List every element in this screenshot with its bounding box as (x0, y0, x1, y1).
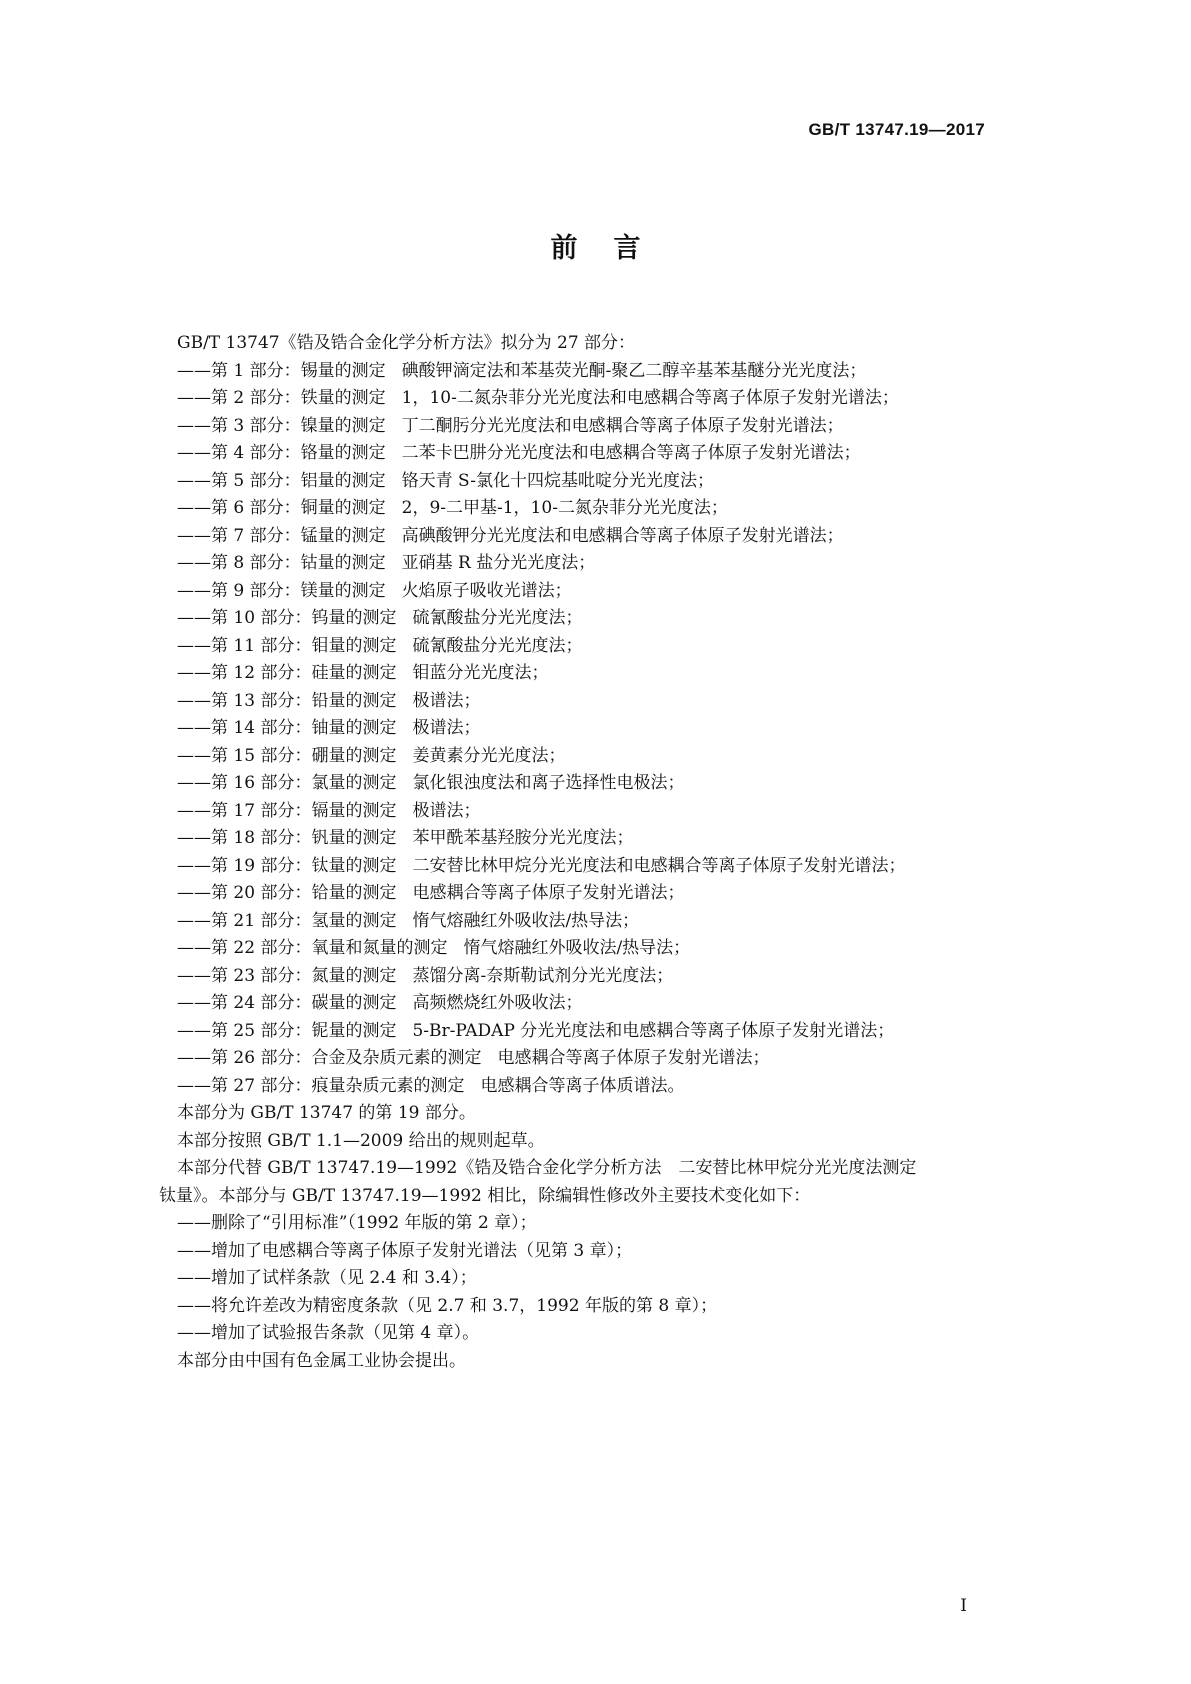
part-method: 硫氰酸盐分光光度法； (412, 608, 583, 628)
dash-marker: —— (177, 388, 211, 408)
dash-marker: —— (177, 1048, 211, 1068)
part-title: 第 3 部分：镍量的测定 (211, 415, 386, 436)
dash-marker: —— (177, 1323, 211, 1343)
part-title: 第 6 部分：铜量的测定 (211, 498, 386, 518)
part-method: 二苯卡巴肼分光光度法和电感耦合等离子体原子发射光谱法； (401, 443, 861, 463)
dash-marker: —— (177, 773, 211, 793)
intro-paragraph: GB/T 13747《锆及锆合金化学分析方法》拟分为 27 部分： (177, 333, 636, 353)
list-item (177, 963, 1057, 991)
list-item (177, 523, 1057, 551)
dash-marker: —— (177, 690, 211, 711)
change-text: 增加了试样条款（见 2.4 和 3.4）； (211, 1268, 477, 1288)
parts-list (177, 358, 1057, 1101)
part-method: 蒸馏分离-奈斯勒试剂分光光度法； (412, 965, 674, 986)
page-number: I (960, 1596, 967, 1616)
part-title: 第 7 部分：锰量的测定 (211, 525, 386, 546)
dash-marker: —— (177, 1240, 211, 1261)
paragraph-part-number: 本部分为 GB/T 13747 的第 19 部分。 (177, 1103, 476, 1123)
dash-marker: —— (177, 828, 211, 848)
part-title: 第 27 部分：痕量杂质元素的测定 (211, 1075, 465, 1096)
change-text: 增加了试验报告条款（见第 4 章）。 (211, 1323, 480, 1343)
list-item (177, 1045, 1057, 1073)
list-item (177, 1293, 1057, 1321)
paragraph-proposer: 本部分由中国有色金属工业协会提出。 (177, 1350, 466, 1371)
part-title: 第 21 部分：氢量的测定 (211, 910, 397, 931)
part-title: 第 25 部分：铌量的测定 (211, 1020, 397, 1041)
paragraph-drafting-rules: 本部分按照 GB/T 1.1—2009 给出的规则起草。 (177, 1130, 545, 1151)
list-item (177, 1018, 1057, 1046)
part-title: 第 1 部分：锡量的测定 (211, 360, 386, 381)
dash-marker: —— (177, 635, 211, 656)
part-method: 氯化银浊度法和离子选择性电极法； (412, 773, 685, 793)
part-title: 第 5 部分：铝量的测定 (211, 470, 386, 491)
list-item (177, 880, 1057, 908)
dash-marker: —— (177, 965, 211, 986)
dash-marker: —— (177, 580, 211, 601)
part-title: 第 11 部分：钼量的测定 (211, 635, 397, 656)
list-item (177, 413, 1057, 441)
changes-list (177, 1210, 1057, 1348)
part-method: 二安替比林甲烷分光光度法和电感耦合等离子体原子发射光谱法； (412, 855, 906, 876)
part-method: 电感耦合等离子体原子发射光谱法； (497, 1048, 770, 1068)
list-item (177, 990, 1057, 1018)
change-text: 删除了“引用标准”（1992 年版的第 2 章）； (211, 1213, 537, 1233)
part-title: 第 22 部分：氧量和氮量的测定 (211, 938, 448, 958)
part-method: 惰气熔融红外吸收法/热导法； (412, 910, 640, 931)
part-title: 第 14 部分：铀量的测定 (211, 718, 397, 738)
part-title: 第 8 部分：钴量的测定 (211, 553, 386, 573)
list-item (177, 660, 1057, 688)
dash-marker: —— (177, 910, 211, 931)
list-item (177, 770, 1057, 798)
list-item (177, 715, 1057, 743)
dash-marker: —— (177, 663, 211, 683)
part-title: 第 18 部分：钒量的测定 (211, 828, 397, 848)
dash-marker: —— (177, 938, 211, 958)
dash-marker: —— (177, 360, 211, 381)
list-item (177, 385, 1057, 413)
paragraph-replaces-line1: 本部分代替 GB/T 13747.19—1992《锆及锆合金化学分析方法 二安替比林甲烷分光光度法测定 (177, 1158, 917, 1178)
part-method: 火焰原子吸收光谱法； (401, 580, 572, 601)
list-item (177, 578, 1057, 606)
dash-marker: —— (177, 883, 211, 903)
part-title: 第 19 部分：钛量的测定 (211, 855, 397, 876)
dash-marker: —— (177, 525, 211, 546)
dash-marker: —— (177, 608, 211, 628)
list-item (177, 1320, 1057, 1348)
dash-marker: —— (177, 718, 211, 738)
list-item (177, 798, 1057, 826)
part-title: 第 4 部分：铬量的测定 (211, 443, 386, 463)
dash-marker: —— (177, 470, 211, 491)
part-method: 电感耦合等离子体质谱法。 (480, 1075, 685, 1096)
foreword-body (159, 330, 1057, 1375)
part-method: 电感耦合等离子体原子发射光谱法； (412, 883, 685, 903)
dash-marker: —— (177, 415, 211, 436)
part-title: 第 13 部分：铅量的测定 (211, 690, 397, 711)
change-text: 增加了电感耦合等离子体原子发射光谱法（见第 3 章）； (211, 1240, 633, 1261)
part-method: 硫氰酸盐分光光度法； (412, 635, 583, 656)
dash-marker: —— (177, 443, 211, 463)
part-method: 极谱法； (412, 690, 481, 711)
part-title: 第 10 部分：钨量的测定 (211, 608, 397, 628)
dash-marker: —— (177, 800, 211, 821)
list-item (177, 1210, 1057, 1238)
dash-marker: —— (177, 1268, 211, 1288)
dash-marker: —— (177, 498, 211, 518)
part-title: 第 12 部分：硅量的测定 (211, 663, 397, 683)
part-title: 第 16 部分：氯量的测定 (211, 773, 397, 793)
part-method: 铬天青 S-氯化十四烷基吡啶分光光度法； (401, 470, 715, 491)
part-method: 钼蓝分光光度法； (412, 663, 549, 683)
part-method: 高频燃烧红外吸收法； (412, 993, 583, 1013)
part-title: 第 17 部分：镉量的测定 (211, 800, 397, 821)
list-item (177, 440, 1057, 468)
part-method: 碘酸钾滴定法和苯基荧光酮-聚乙二醇辛基苯基醚分光光度法； (401, 360, 867, 381)
dash-marker: —— (177, 1295, 211, 1316)
part-title: 第 9 部分：镁量的测定 (211, 580, 386, 601)
list-item (177, 633, 1057, 661)
part-method: 姜黄素分光光度法； (412, 745, 566, 766)
list-item (177, 1073, 1057, 1101)
dash-marker: —— (177, 553, 211, 573)
part-method: 丁二酮肟分光光度法和电感耦合等离子体原子发射光谱法； (401, 415, 844, 436)
dash-marker: —— (177, 993, 211, 1013)
paragraph-replaces-line2: 钛量》。本部分与 GB/T 13747.19—1992 相比，除编辑性修改外主要技术变化如下： (159, 1185, 811, 1206)
dash-marker: —— (177, 1075, 211, 1096)
list-item (177, 468, 1057, 496)
list-item (177, 1265, 1057, 1293)
list-item (177, 825, 1057, 853)
part-method: 惰气熔融红外吸收法/热导法； (463, 938, 691, 958)
standard-code: GB/T 13747.19—2017 (808, 120, 985, 139)
part-method: 亚硝基 R 盐分光光度法； (401, 553, 596, 573)
part-method: 苯甲酰苯基羟胺分光光度法； (412, 828, 634, 848)
list-item (177, 908, 1057, 936)
part-method: 5-Br-PADAP 分光光度法和电感耦合等离子体原子发射光谱法； (412, 1020, 895, 1041)
part-title: 第 24 部分：碳量的测定 (211, 993, 397, 1013)
list-item (177, 935, 1057, 963)
list-item (177, 1238, 1057, 1266)
part-method: 极谱法； (412, 718, 481, 738)
list-item (177, 358, 1057, 386)
part-method: 2，9-二甲基-1，10-二氮杂菲分光光度法； (401, 498, 728, 518)
dash-marker: —— (177, 745, 211, 766)
list-item (177, 550, 1057, 578)
part-title: 第 23 部分：氮量的测定 (211, 965, 397, 986)
part-method: 1，10-二氮杂菲分光光度法和电感耦合等离子体原子发射光谱法； (401, 388, 899, 408)
part-title: 第 20 部分：铪量的测定 (211, 883, 397, 903)
part-title: 第 2 部分：铁量的测定 (211, 388, 386, 408)
part-method: 极谱法； (412, 800, 481, 821)
dash-marker: —— (177, 1020, 211, 1041)
list-item (177, 688, 1057, 716)
change-text: 将允许差改为精密度条款（见 2.7 和 3.7，1992 年版的第 8 章）； (211, 1295, 718, 1316)
page-title: 前言 (550, 233, 677, 264)
list-item (177, 605, 1057, 633)
list-item (177, 853, 1057, 881)
list-item (177, 495, 1057, 523)
dash-marker: —— (177, 1213, 211, 1233)
list-item (177, 743, 1057, 771)
dash-marker: —— (177, 855, 211, 876)
part-title: 第 15 部分：硼量的测定 (211, 745, 397, 766)
part-method: 高碘酸钾分光光度法和电感耦合等离子体原子发射光谱法； (401, 525, 844, 546)
part-title: 第 26 部分：合金及杂质元素的测定 (211, 1048, 482, 1068)
